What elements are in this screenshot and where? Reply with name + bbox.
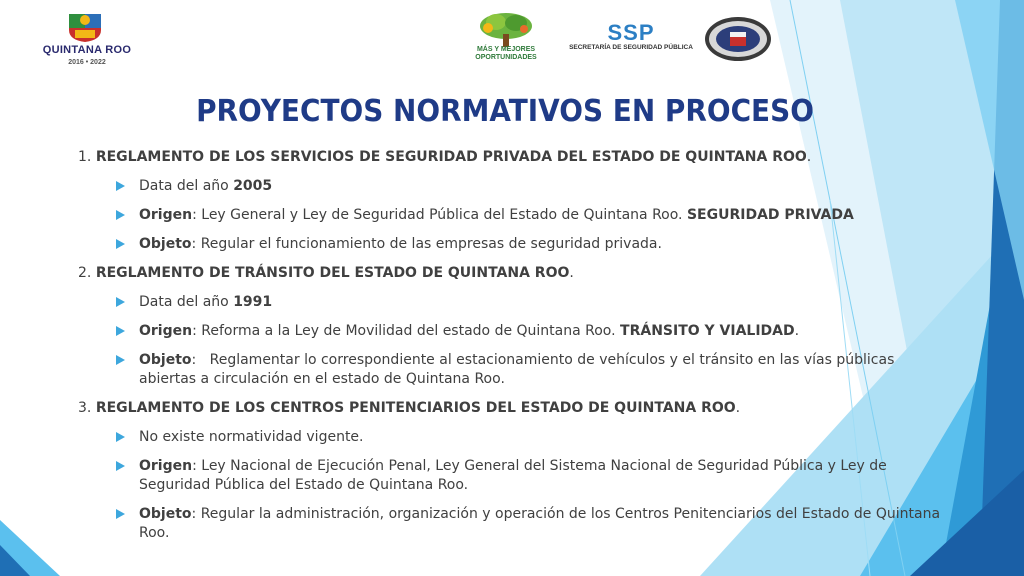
arrow-bullet-icon — [116, 239, 125, 249]
arrow-bullet-icon — [116, 297, 125, 307]
arrow-bullet-icon — [116, 509, 125, 519]
police-badge-logo — [703, 16, 773, 62]
arrow-bullet-icon — [116, 461, 125, 471]
oportunidades-logo — [458, 12, 554, 62]
tree-icon — [458, 12, 554, 48]
regulation-list — [78, 148, 948, 543]
list-item-1-object: Objeto: Regular el funcionamiento de las empresas de seguridad privada. — [78, 235, 948, 254]
list-item-3-origin: Origen: Ley Nacional de Ejecución Penal, Ley General del Sistema Nacional de Seguridad Pública y Ley de Seguridad Pública del Estado de Quintana Roo. — [78, 457, 948, 495]
logo-state-years: 2016 • 2022 — [68, 59, 106, 66]
list-item-1-date: Data del año 2005 — [78, 177, 948, 196]
page-title: PROYECTOS NORMATIVOS EN PROCESO — [196, 94, 814, 130]
item-2-title: REGLAMENTO DE TRÁNSITO DEL ESTADO DE QUINTANA ROO — [95, 265, 570, 281]
state-crest-icon — [67, 12, 103, 42]
arrow-bullet-icon — [116, 210, 125, 220]
list-item-2-date: Data del año 1991 — [78, 293, 948, 312]
logo-state-name: QUINTANA ROO — [42, 44, 132, 56]
list-item-2-object: Objeto: Reglamentar lo correspondiente al estacionamiento de vehículos y el tránsito en las vías públicas abiertas a circulación en el estado de Quintana Roo. — [78, 351, 948, 389]
list-item-2-origin: Origen: Reforma a la Ley de Movilidad del estado de Quintana Roo. TRÁNSITO Y VIALIDAD. — [78, 322, 948, 341]
ssp-acronym: SSP — [607, 20, 655, 45]
quintana-roo-logo — [32, 12, 142, 72]
item-1-title: REGLAMENTO DE LOS SERVICIOS DE SEGURIDAD PRIVADA DEL ESTADO DE QUINTANA ROO — [95, 149, 807, 165]
arrow-bullet-icon — [116, 432, 125, 442]
arrow-bullet-icon — [116, 181, 125, 191]
list-item-3-object: Objeto: Regular la administración, organización y operación de los Centros Penitenciarios del Estado de Quintana Roo. — [78, 505, 948, 543]
list-item-3-heading: 3. REGLAMENTO DE LOS CENTROS PENITENCIARIOS DEL ESTADO DE QUINTANA ROO. — [78, 400, 741, 416]
arrow-bullet-icon — [116, 355, 125, 365]
item-3-title: REGLAMENTO DE LOS CENTROS PENITENCIARIOS DEL ESTADO DE QUINTANA ROO — [95, 400, 736, 416]
list-item-2-heading: 2. REGLAMENTO DE TRÁNSITO DEL ESTADO DE QUINTANA ROO. — [78, 265, 574, 281]
ssp-full-name: SECRETARÍA DE SEGURIDAD PÚBLICA — [569, 44, 693, 51]
arrow-bullet-icon — [116, 326, 125, 336]
list-item-3-status: No existe normatividad vigente. — [78, 428, 948, 447]
police-badge-icon — [703, 16, 773, 62]
list-item-1-heading: 1. REGLAMENTO DE LOS SERVICIOS DE SEGURIDAD PRIVADA DEL ESTADO DE QUINTANA ROO. — [78, 149, 812, 165]
ssp-logo — [566, 20, 696, 60]
oportunidades-text: MÁS Y MEJORES OPORTUNIDADES — [475, 46, 537, 61]
list-item-1-origin: Origen: Ley General y Ley de Seguridad Pública del Estado de Quintana Roo. SEGURIDAD PRIVADA — [78, 206, 948, 225]
